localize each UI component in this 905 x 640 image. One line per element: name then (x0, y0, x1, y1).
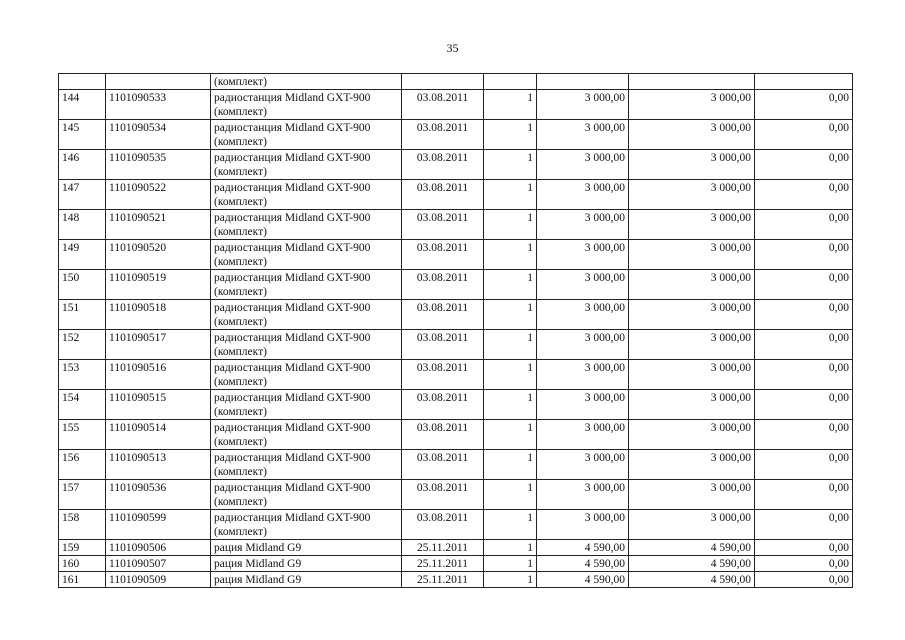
cell-qty: 1 (484, 540, 537, 556)
cell-name: радиостанция Midland GXT-900 (комплект) (211, 210, 402, 240)
cell-balance: 0,00 (755, 150, 853, 180)
cell-price: 3 000,00 (537, 330, 629, 360)
cell-code: 1101090513 (106, 450, 211, 480)
cell-price: 3 000,00 (537, 450, 629, 480)
cell-date: 03.08.2011 (402, 480, 484, 510)
cell-name: радиостанция Midland GXT-900 (комплект) (211, 330, 402, 360)
table-row (59, 450, 853, 480)
cell-name: радиостанция Midland GXT-900 (комплект) (211, 360, 402, 390)
cell-price: 3 000,00 (537, 180, 629, 210)
cell-qty: 1 (484, 150, 537, 180)
cell-name: радиостанция Midland GXT-900 (комплект) (211, 480, 402, 510)
cell-qty: 1 (484, 390, 537, 420)
cell-date: 03.08.2011 (402, 300, 484, 330)
cell-balance: 0,00 (755, 270, 853, 300)
cell-balance: 0,00 (755, 420, 853, 450)
cell-name: радиостанция Midland GXT-900 (комплект) (211, 510, 402, 540)
cell-date: 03.08.2011 (402, 450, 484, 480)
cell-sum (629, 74, 755, 90)
cell-balance: 0,00 (755, 210, 853, 240)
cell-qty: 1 (484, 480, 537, 510)
cell-balance: 0,00 (755, 90, 853, 120)
cell-balance: 0,00 (755, 510, 853, 540)
cell-qty: 1 (484, 90, 537, 120)
cell-sum: 3 000,00 (629, 240, 755, 270)
cell-date: 03.08.2011 (402, 360, 484, 390)
cell-date: 03.08.2011 (402, 330, 484, 360)
cell-balance: 0,00 (755, 120, 853, 150)
cell-name: радиостанция Midland GXT-900 (комплект) (211, 180, 402, 210)
cell-name: радиостанция Midland GXT-900 (комплект) (211, 450, 402, 480)
cell-qty: 1 (484, 210, 537, 240)
cell-code: 1101090517 (106, 330, 211, 360)
cell-code: 1101090521 (106, 210, 211, 240)
table-body (59, 74, 853, 588)
cell-sum: 3 000,00 (629, 90, 755, 120)
cell-no (59, 74, 106, 90)
cell-price: 3 000,00 (537, 300, 629, 330)
cell-sum: 3 000,00 (629, 330, 755, 360)
table-row (59, 270, 853, 300)
cell-date (402, 74, 484, 90)
cell-sum: 3 000,00 (629, 120, 755, 150)
cell-price: 3 000,00 (537, 270, 629, 300)
cell-no: 151 (59, 300, 106, 330)
cell-no: 149 (59, 240, 106, 270)
cell-date: 03.08.2011 (402, 270, 484, 300)
cell-balance: 0,00 (755, 450, 853, 480)
cell-code: 1101090536 (106, 480, 211, 510)
cell-price: 3 000,00 (537, 510, 629, 540)
cell-balance: 0,00 (755, 572, 853, 588)
table-row (59, 120, 853, 150)
cell-price: 4 590,00 (537, 540, 629, 556)
inventory-table (58, 73, 853, 588)
cell-code: 1101090522 (106, 180, 211, 210)
cell-no: 150 (59, 270, 106, 300)
cell-name: радиостанция Midland GXT-900 (комплект) (211, 150, 402, 180)
cell-no: 161 (59, 572, 106, 588)
cell-balance: 0,00 (755, 556, 853, 572)
cell-code: 1101090509 (106, 572, 211, 588)
table-row (59, 90, 853, 120)
cell-name: рация Midland G9 (211, 540, 402, 556)
cell-price: 3 000,00 (537, 480, 629, 510)
cell-sum: 3 000,00 (629, 480, 755, 510)
cell-balance: 0,00 (755, 300, 853, 330)
cell-qty: 1 (484, 556, 537, 572)
cell-sum: 3 000,00 (629, 300, 755, 330)
cell-date: 03.08.2011 (402, 510, 484, 540)
cell-qty: 1 (484, 572, 537, 588)
cell-sum: 4 590,00 (629, 572, 755, 588)
cell-date: 03.08.2011 (402, 150, 484, 180)
cell-qty: 1 (484, 120, 537, 150)
cell-code: 1101090518 (106, 300, 211, 330)
table-row (59, 540, 853, 556)
cell-qty: 1 (484, 360, 537, 390)
cell-sum: 3 000,00 (629, 270, 755, 300)
page-number: 35 (446, 41, 459, 55)
cell-name: радиостанция Midland GXT-900 (комплект) (211, 270, 402, 300)
cell-balance: 0,00 (755, 480, 853, 510)
cell-name: радиостанция Midland GXT-900 (комплект) (211, 120, 402, 150)
cell-code: 1101090519 (106, 270, 211, 300)
cell-no: 157 (59, 480, 106, 510)
cell-code: 1101090506 (106, 540, 211, 556)
table-row (59, 480, 853, 510)
cell-sum: 3 000,00 (629, 450, 755, 480)
table-row (59, 330, 853, 360)
cell-qty (484, 74, 537, 90)
cell-price: 3 000,00 (537, 150, 629, 180)
cell-name: радиостанция Midland GXT-900 (комплект) (211, 240, 402, 270)
cell-no: 145 (59, 120, 106, 150)
cell-sum: 4 590,00 (629, 540, 755, 556)
cell-code: 1101090599 (106, 510, 211, 540)
cell-price: 3 000,00 (537, 390, 629, 420)
table-row (59, 300, 853, 330)
table-row (59, 510, 853, 540)
cell-sum: 3 000,00 (629, 150, 755, 180)
cell-no: 146 (59, 150, 106, 180)
cell-qty: 1 (484, 270, 537, 300)
table-row (59, 150, 853, 180)
cell-date: 03.08.2011 (402, 240, 484, 270)
cell-date: 03.08.2011 (402, 420, 484, 450)
cell-no: 155 (59, 420, 106, 450)
cell-code: 1101090520 (106, 240, 211, 270)
table-row (59, 360, 853, 390)
cell-qty: 1 (484, 330, 537, 360)
cell-qty: 1 (484, 510, 537, 540)
cell-price: 3 000,00 (537, 120, 629, 150)
cell-name: рация Midland G9 (211, 572, 402, 588)
cell-no: 156 (59, 450, 106, 480)
cell-balance: 0,00 (755, 360, 853, 390)
cell-sum: 3 000,00 (629, 210, 755, 240)
cell-date: 25.11.2011 (402, 572, 484, 588)
cell-balance: 0,00 (755, 330, 853, 360)
cell-sum: 3 000,00 (629, 360, 755, 390)
cell-code: 1101090507 (106, 556, 211, 572)
cell-price: 4 590,00 (537, 556, 629, 572)
cell-balance (755, 74, 853, 90)
cell-sum: 3 000,00 (629, 420, 755, 450)
table-row (59, 556, 853, 572)
cell-code (106, 74, 211, 90)
cell-price: 3 000,00 (537, 240, 629, 270)
cell-no: 148 (59, 210, 106, 240)
cell-date: 25.11.2011 (402, 540, 484, 556)
cell-name: радиостанция Midland GXT-900 (комплект) (211, 90, 402, 120)
cell-balance: 0,00 (755, 540, 853, 556)
cell-name: радиостанция Midland GXT-900 (комплект) (211, 420, 402, 450)
cell-sum: 3 000,00 (629, 510, 755, 540)
table-row (59, 240, 853, 270)
cell-date: 25.11.2011 (402, 556, 484, 572)
cell-qty: 1 (484, 240, 537, 270)
cell-name: радиостанция Midland GXT-900 (комплект) (211, 300, 402, 330)
cell-date: 03.08.2011 (402, 390, 484, 420)
cell-qty: 1 (484, 180, 537, 210)
cell-code: 1101090516 (106, 360, 211, 390)
cell-no: 160 (59, 556, 106, 572)
cell-qty: 1 (484, 450, 537, 480)
cell-date: 03.08.2011 (402, 90, 484, 120)
continuation-row (59, 74, 853, 90)
cell-code: 1101090533 (106, 90, 211, 120)
cell-sum: 4 590,00 (629, 556, 755, 572)
cell-code: 1101090535 (106, 150, 211, 180)
cell-qty: 1 (484, 300, 537, 330)
cell-no: 147 (59, 180, 106, 210)
cell-price (537, 74, 629, 90)
cell-no: 159 (59, 540, 106, 556)
cell-no: 153 (59, 360, 106, 390)
cell-name: (комплект) (211, 74, 402, 90)
cell-code: 1101090534 (106, 120, 211, 150)
cell-code: 1101090515 (106, 390, 211, 420)
table-row (59, 210, 853, 240)
cell-sum: 3 000,00 (629, 180, 755, 210)
cell-no: 144 (59, 90, 106, 120)
cell-balance: 0,00 (755, 240, 853, 270)
cell-sum: 3 000,00 (629, 390, 755, 420)
table-row (59, 390, 853, 420)
table-row (59, 572, 853, 588)
cell-date: 03.08.2011 (402, 120, 484, 150)
cell-balance: 0,00 (755, 180, 853, 210)
cell-balance: 0,00 (755, 390, 853, 420)
cell-qty: 1 (484, 420, 537, 450)
cell-price: 4 590,00 (537, 572, 629, 588)
cell-date: 03.08.2011 (402, 210, 484, 240)
cell-date: 03.08.2011 (402, 180, 484, 210)
cell-no: 152 (59, 330, 106, 360)
cell-code: 1101090514 (106, 420, 211, 450)
cell-no: 154 (59, 390, 106, 420)
cell-name: радиостанция Midland GXT-900 (комплект) (211, 390, 402, 420)
cell-name: рация Midland G9 (211, 556, 402, 572)
cell-no: 158 (59, 510, 106, 540)
table-row (59, 420, 853, 450)
cell-price: 3 000,00 (537, 360, 629, 390)
table-row (59, 180, 853, 210)
cell-price: 3 000,00 (537, 210, 629, 240)
cell-price: 3 000,00 (537, 420, 629, 450)
cell-price: 3 000,00 (537, 90, 629, 120)
